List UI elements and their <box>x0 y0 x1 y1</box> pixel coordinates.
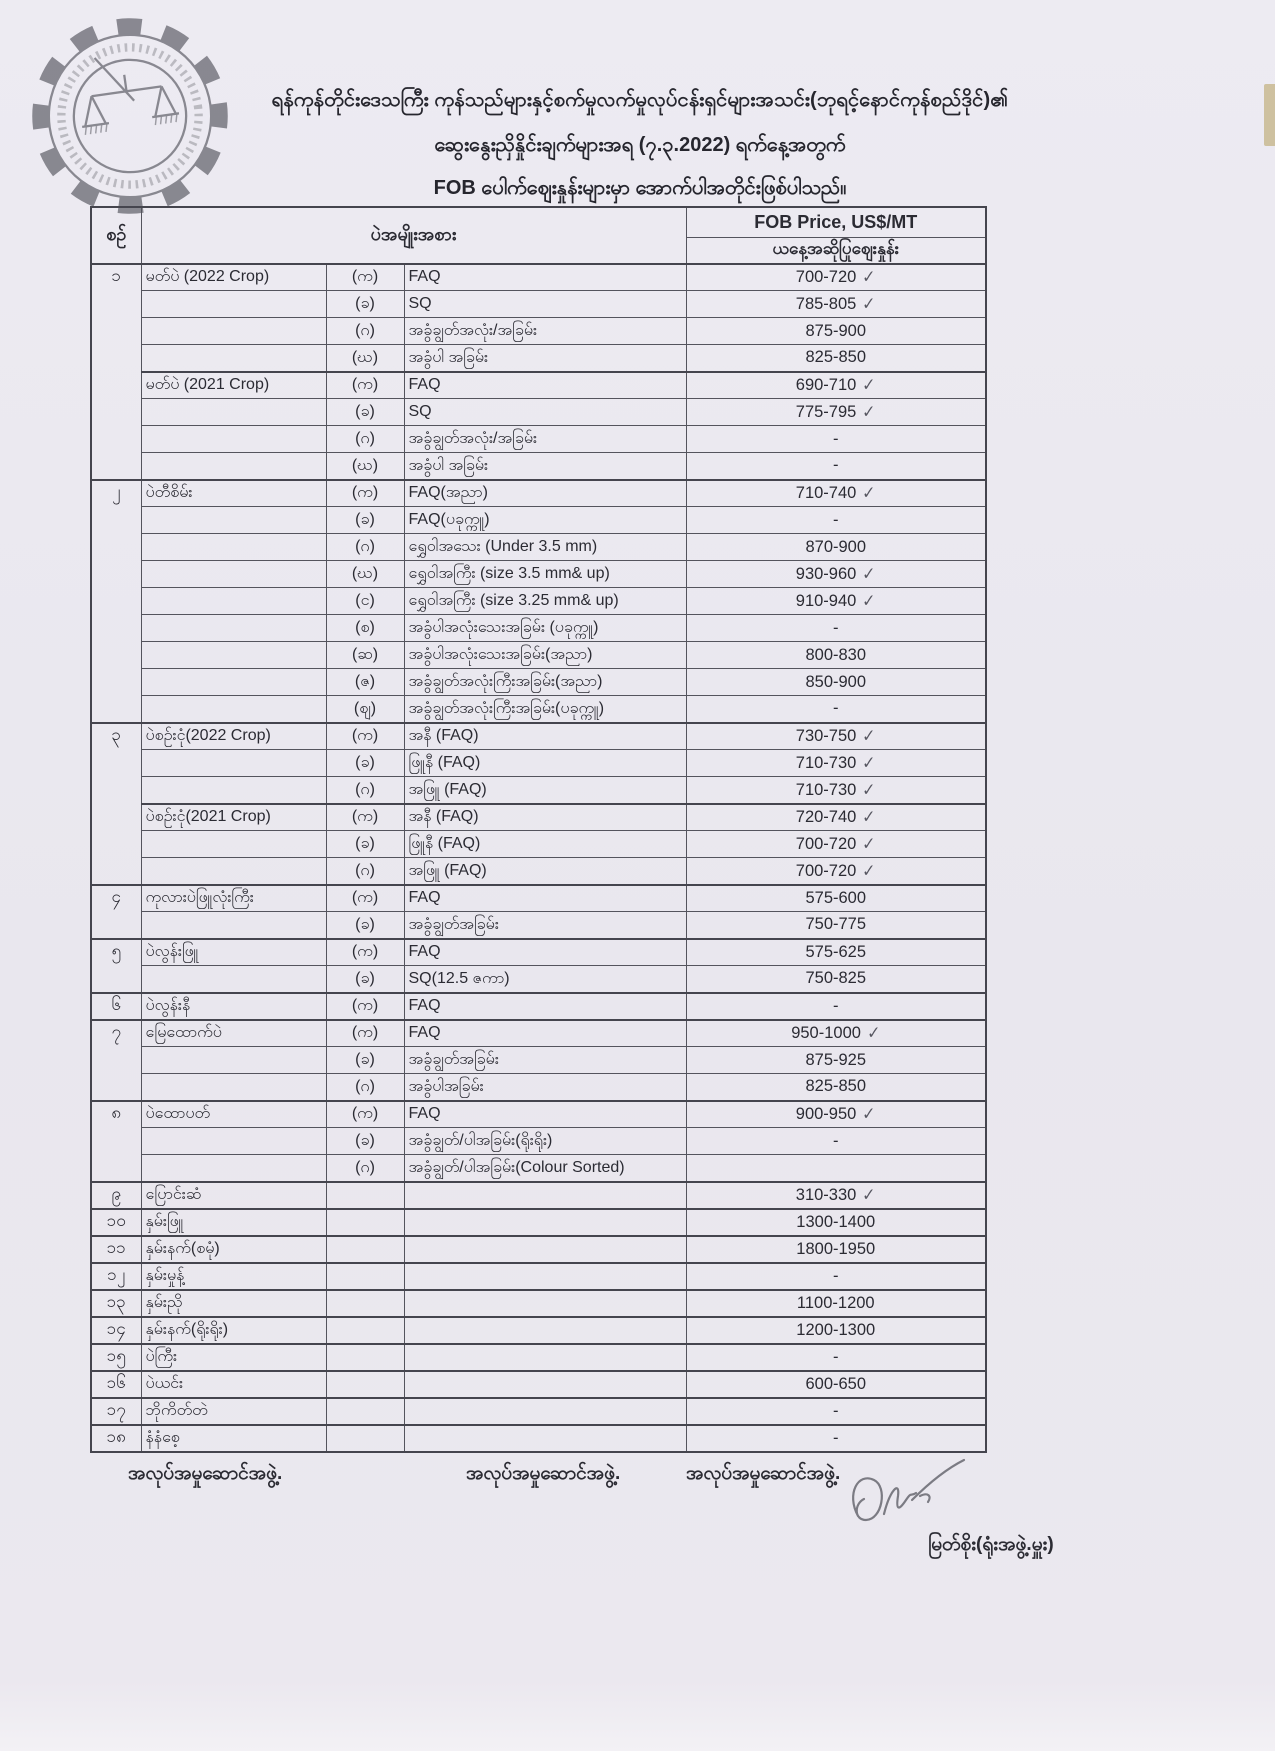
price-value: 850-900 <box>686 669 986 696</box>
item-letter <box>326 1371 404 1398</box>
bean-name <box>141 426 326 453</box>
table-row <box>91 831 986 858</box>
bean-name <box>141 831 326 858</box>
item-letter: (ခ) <box>326 966 404 993</box>
item-letter: (ဂ) <box>326 1155 404 1182</box>
row-number: ၁၁ <box>91 1236 141 1263</box>
bean-name: ပဲယင်း <box>141 1371 326 1398</box>
price-value: 910-940 ✓ <box>686 588 986 615</box>
item-letter <box>326 1263 404 1290</box>
table-row <box>91 1182 986 1209</box>
item-letter: (က) <box>326 480 404 507</box>
price-value: - <box>686 1398 986 1425</box>
table-row <box>91 858 986 885</box>
item-grade <box>404 1398 686 1425</box>
bean-name <box>141 642 326 669</box>
pencil-checkmark-icon: ✓ <box>862 1105 876 1125</box>
row-number: ၂ <box>91 480 141 723</box>
bean-name <box>141 1047 326 1074</box>
item-letter: (ဃ) <box>326 561 404 588</box>
row-number: ၉ <box>91 1182 141 1209</box>
pencil-checkmark-icon: ✓ <box>862 834 876 855</box>
table-row <box>91 345 986 372</box>
table-row <box>91 291 986 318</box>
item-grade: SQ(12.5 ဇကာ) <box>404 966 686 993</box>
item-grade: အဖြူ (FAQ) <box>404 777 686 804</box>
column-header-fob-price: FOB Price, US$/MT <box>686 207 986 237</box>
item-grade: အခွံပါအခြမ်း <box>404 1074 686 1101</box>
item-letter: (ခ) <box>326 750 404 777</box>
price-value: 875-900 <box>686 318 986 345</box>
item-grade: FAQ <box>404 885 686 912</box>
item-grade: အနီ (FAQ) <box>404 723 686 750</box>
row-number: ၃ <box>91 723 141 885</box>
row-number: ၁ <box>91 264 141 480</box>
item-letter <box>326 1317 404 1344</box>
bean-name: ပဲတီစိမ်း <box>141 480 326 507</box>
item-grade: အခွံချွတ်အခြမ်း <box>404 1047 686 1074</box>
item-letter <box>326 1209 404 1236</box>
column-header-bean-type: ပဲအမျိုးအစား <box>141 207 686 264</box>
bean-name <box>141 1074 326 1101</box>
bean-name: ပြောင်းဆံ <box>141 1182 326 1209</box>
bean-name: မတ်ပဲ (2021 Crop) <box>141 372 326 399</box>
item-letter <box>326 1425 404 1452</box>
price-value: 700-720 ✓ <box>686 264 986 291</box>
item-grade: အခွံချွတ်အလုံးကြီးအခြမ်း(အညာ) <box>404 669 686 696</box>
item-grade: အခွံပါ အခြမ်း <box>404 345 686 372</box>
price-value: 700-720 ✓ <box>686 831 986 858</box>
price-value: 1800-1950 <box>686 1236 986 1263</box>
bean-name: နှမ်းနက်(စမုံ) <box>141 1236 326 1263</box>
item-grade: ရွှေဝါအကြီး (size 3.25 mm& up) <box>404 588 686 615</box>
table-row <box>91 588 986 615</box>
pencil-checkmark-icon: ✓ <box>862 402 876 423</box>
table-row <box>91 615 986 642</box>
table-row <box>91 1236 986 1263</box>
item-letter: (က) <box>326 264 404 291</box>
pencil-checkmark-icon: ✓ <box>862 591 876 612</box>
table-row <box>91 1074 986 1101</box>
price-value: 870-900 <box>686 534 986 561</box>
table-row <box>91 1020 986 1047</box>
pencil-checkmark-icon: ✓ <box>866 1024 881 1044</box>
item-letter: (ဂ) <box>326 1074 404 1101</box>
bean-name <box>141 669 326 696</box>
item-letter: (ခ) <box>326 1128 404 1155</box>
item-grade: FAQ <box>404 993 686 1020</box>
table-row <box>91 426 986 453</box>
item-letter: (က) <box>326 885 404 912</box>
price-value: 730-750 ✓ <box>686 723 986 750</box>
price-value <box>686 1155 986 1182</box>
bean-name <box>141 1128 326 1155</box>
price-value: 310-330 ✓ <box>686 1182 986 1209</box>
row-number: ၁၄ <box>91 1317 141 1344</box>
price-value: 750-825 <box>686 966 986 993</box>
item-grade <box>404 1209 686 1236</box>
bean-name <box>141 777 326 804</box>
table-row <box>91 1209 986 1236</box>
row-number: ၁၃ <box>91 1290 141 1317</box>
bean-name: ကုလားပဲဖြူလုံးကြီး <box>141 885 326 912</box>
price-value: 785-805 ✓ <box>686 291 986 318</box>
item-grade: FAQ <box>404 939 686 966</box>
item-grade: ဖြူနီ (FAQ) <box>404 750 686 777</box>
table-row <box>91 1290 986 1317</box>
table-row <box>91 1398 986 1425</box>
header-line-fob-note: FOB ပေါက်ဈေးနှုန်းများမှာ အောက်ပါအတိုင်းဖြစ်ပါသည်။ <box>433 177 847 199</box>
pencil-checkmark-icon: ✓ <box>862 780 876 800</box>
table-row <box>91 1128 986 1155</box>
table-row <box>91 885 986 912</box>
price-value: 720-740 ✓ <box>686 804 986 831</box>
item-grade <box>404 1371 686 1398</box>
table-row <box>91 696 986 723</box>
bean-name <box>141 453 326 480</box>
bean-name <box>141 615 326 642</box>
table-row <box>91 264 986 291</box>
price-value: 575-625 <box>686 939 986 966</box>
row-number: ၇ <box>91 1020 141 1101</box>
item-grade: FAQ <box>404 1020 686 1047</box>
row-number: ၆ <box>91 993 141 1020</box>
document-header <box>105 86 1175 204</box>
executive-committee-label-1: အလုပ်အမှုဆောင်အဖွဲ့. <box>128 1463 283 1484</box>
item-letter: (ဃ) <box>326 453 404 480</box>
item-grade: FAQ(ပခုက္ကူ) <box>404 507 686 534</box>
item-grade <box>404 1425 686 1452</box>
item-letter: (ဇ) <box>326 669 404 696</box>
item-letter: (က) <box>326 372 404 399</box>
table-row <box>91 642 986 669</box>
price-value: - <box>686 507 986 534</box>
bean-name: ပဲထောပတ် <box>141 1101 326 1128</box>
item-letter <box>326 1236 404 1263</box>
item-grade: အခွံချွတ်အလုံး/အခြမ်း <box>404 318 686 345</box>
row-number: ၁၂ <box>91 1263 141 1290</box>
price-value: - <box>686 453 986 480</box>
item-grade <box>404 1236 686 1263</box>
executive-committee-label-3: အလုပ်အမှုဆောင်အဖွဲ့. <box>686 1463 841 1484</box>
price-value: 1300-1400 <box>686 1209 986 1236</box>
price-value: 1100-1200 <box>686 1290 986 1317</box>
item-grade: SQ <box>404 291 686 318</box>
pencil-checkmark-icon: ✓ <box>862 861 876 881</box>
table-row <box>91 1047 986 1074</box>
bean-name: ဘိုကိတ်တဲ <box>141 1398 326 1425</box>
bean-name: နှမ်းနက်(ရိုးရိုး) <box>141 1317 326 1344</box>
item-letter: (က) <box>326 1020 404 1047</box>
table-row <box>91 507 986 534</box>
pencil-checkmark-icon: ✓ <box>862 484 876 504</box>
bean-name: နှမ်းဖြူ <box>141 1209 326 1236</box>
price-value: 800-830 <box>686 642 986 669</box>
bean-name <box>141 345 326 372</box>
price-value: - <box>686 696 986 723</box>
row-number: ၁၈ <box>91 1425 141 1452</box>
table-row <box>91 939 986 966</box>
pencil-checkmark-icon: ✓ <box>862 727 876 747</box>
row-number: ၈ <box>91 1101 141 1182</box>
item-grade: FAQ <box>404 264 686 291</box>
bean-name <box>141 912 326 939</box>
row-number: ၅ <box>91 939 141 993</box>
column-header-todays-proposed-price: ယနေ့အဆိုပြုဈေးနှုန်း <box>686 237 986 264</box>
item-letter: (င) <box>326 588 404 615</box>
price-value: 825-850 <box>686 345 986 372</box>
pencil-checkmark-icon: ✓ <box>862 564 876 585</box>
bean-name <box>141 318 326 345</box>
header-line-date: ဆွေးနွေးညှိနှိုင်းချက်များအရ (၇.၃.2022) ရက်နေ့အတွက် <box>434 134 846 156</box>
bean-name <box>141 534 326 561</box>
header-line-association: ရန်ကုန်တိုင်းဒေသကြီး ကုန်သည်များနှင့်စက်မှုလက်မှုလုပ်ငန်းရှင်များအသင်း(ဘုရင့်နောင်ကုန်စည်ဒိုင်)၏ <box>271 89 1009 111</box>
bean-name <box>141 588 326 615</box>
item-grade: ရွှေဝါအသေး (Under 3.5 mm) <box>404 534 686 561</box>
bean-name: ပဲစဉ်းငုံ(2022 Crop) <box>141 723 326 750</box>
item-letter: (က) <box>326 804 404 831</box>
bean-name: ပဲလွန်းနီ <box>141 993 326 1020</box>
item-letter <box>326 1398 404 1425</box>
item-letter: (က) <box>326 723 404 750</box>
table-row <box>91 1155 986 1182</box>
bean-name: ပဲစဉ်းငုံ(2021 Crop) <box>141 804 326 831</box>
table-row <box>91 399 986 426</box>
row-number: ၁၇ <box>91 1398 141 1425</box>
pencil-checkmark-icon: ✓ <box>862 808 876 828</box>
price-value: 930-960 ✓ <box>686 561 986 588</box>
price-value: 825-850 <box>686 1074 986 1101</box>
item-letter: (ခ) <box>326 831 404 858</box>
table-row <box>91 750 986 777</box>
item-letter: (ဃ) <box>326 345 404 372</box>
bean-name <box>141 966 326 993</box>
item-letter: (ဂ) <box>326 426 404 453</box>
item-letter: (ဆ) <box>326 642 404 669</box>
table-header <box>91 207 986 264</box>
price-value: 710-730 ✓ <box>686 777 986 804</box>
table-row <box>91 1263 986 1290</box>
table-row <box>91 1371 986 1398</box>
bean-name <box>141 696 326 723</box>
pencil-checkmark-icon: ✓ <box>862 294 876 315</box>
bean-name: မြေထောက်ပဲ <box>141 1020 326 1047</box>
row-number: ၁၆ <box>91 1371 141 1398</box>
executive-committee-label-2: အလုပ်အမှုဆောင်အဖွဲ့. <box>466 1463 621 1484</box>
item-letter: (ခ) <box>326 399 404 426</box>
price-value: 600-650 <box>686 1371 986 1398</box>
table-row <box>91 480 986 507</box>
table-row <box>91 1101 986 1128</box>
price-value: 575-600 <box>686 885 986 912</box>
pencil-checkmark-icon: ✓ <box>862 376 876 396</box>
item-letter: (စ) <box>326 615 404 642</box>
table-row <box>91 912 986 939</box>
item-grade: FAQ <box>404 372 686 399</box>
pencil-checkmark-icon: ✓ <box>862 268 876 288</box>
item-grade <box>404 1317 686 1344</box>
table-row <box>91 318 986 345</box>
item-letter: (ဂ) <box>326 777 404 804</box>
table-row <box>91 723 986 750</box>
price-value: 710-730 ✓ <box>686 750 986 777</box>
scan-edge-artifact <box>1264 84 1275 146</box>
item-grade <box>404 1290 686 1317</box>
row-number: ၄ <box>91 885 141 939</box>
item-letter: (ဂ) <box>326 534 404 561</box>
bean-name <box>141 1155 326 1182</box>
item-letter <box>326 1290 404 1317</box>
item-grade: FAQ(အညာ) <box>404 480 686 507</box>
bean-name: နံနံစေ့ <box>141 1425 326 1452</box>
table-row <box>91 669 986 696</box>
item-grade: SQ <box>404 399 686 426</box>
item-letter: (ခ) <box>326 1047 404 1074</box>
item-grade: ရွှေဝါအကြီး (size 3.5 mm& up) <box>404 561 686 588</box>
table-row <box>91 804 986 831</box>
bean-name <box>141 291 326 318</box>
item-grade: ဖြူနီ (FAQ) <box>404 831 686 858</box>
column-header-no: စဉ် <box>91 207 141 264</box>
item-grade: အခွံချွတ်/ပါအခြမ်း(Colour Sorted) <box>404 1155 686 1182</box>
item-letter: (စျ) <box>326 696 404 723</box>
bean-name: ပဲကြီး <box>141 1344 326 1371</box>
table-row <box>91 777 986 804</box>
price-value: - <box>686 1128 986 1155</box>
item-grade <box>404 1263 686 1290</box>
item-grade: အခွံပါအလုံးသေးအခြမ်း(အညာ) <box>404 642 686 669</box>
item-grade <box>404 1344 686 1371</box>
item-letter: (ခ) <box>326 291 404 318</box>
item-letter <box>326 1182 404 1209</box>
price-value: 900-950 ✓ <box>686 1101 986 1128</box>
row-number: ၁၀ <box>91 1209 141 1236</box>
table-row <box>91 372 986 399</box>
item-letter: (ဂ) <box>326 858 404 885</box>
table-row <box>91 993 986 1020</box>
price-value: 690-710 ✓ <box>686 372 986 399</box>
price-value: - <box>686 426 986 453</box>
pencil-checkmark-icon: ✓ <box>862 753 876 774</box>
table-row <box>91 1425 986 1452</box>
price-value: - <box>686 1425 986 1452</box>
item-letter: (ခ) <box>326 507 404 534</box>
item-grade: အခွံချွတ်အလုံး/အခြမ်း <box>404 426 686 453</box>
item-grade <box>404 1182 686 1209</box>
bean-name <box>141 858 326 885</box>
bean-name <box>141 561 326 588</box>
bean-name <box>141 399 326 426</box>
fob-price-table <box>90 206 987 1453</box>
bean-name: မတ်ပဲ (2022 Crop) <box>141 264 326 291</box>
table-row <box>91 534 986 561</box>
price-value: - <box>686 615 986 642</box>
bean-name: နှမ်းမှုန့် <box>141 1263 326 1290</box>
item-grade: အခွံပါ အခြမ်း <box>404 453 686 480</box>
table-row <box>91 1317 986 1344</box>
price-value: 1200-1300 <box>686 1317 986 1344</box>
item-letter: (က) <box>326 993 404 1020</box>
row-number: ၁၅ <box>91 1344 141 1371</box>
bean-name: နှမ်းညို <box>141 1290 326 1317</box>
item-letter: (ဂ) <box>326 318 404 345</box>
price-value: - <box>686 1263 986 1290</box>
price-value: 875-925 <box>686 1047 986 1074</box>
table-body <box>91 264 986 1452</box>
item-grade: အခွံချွတ်အလုံးကြီးအခြမ်း(ပခုက္ကူ) <box>404 696 686 723</box>
item-letter: (က) <box>326 1101 404 1128</box>
signer-name: မြတ်စိုး(ရုံးအဖွဲ့.မှူး) <box>928 1534 1054 1555</box>
bean-name <box>141 750 326 777</box>
bean-name: ပဲလွန်းဖြူ <box>141 939 326 966</box>
table-row <box>91 966 986 993</box>
price-value: 700-720 ✓ <box>686 858 986 885</box>
table-row <box>91 1344 986 1371</box>
price-value: 775-795 ✓ <box>686 399 986 426</box>
price-value: 710-740 ✓ <box>686 480 986 507</box>
price-value: 950-1000 ✓ <box>686 1020 986 1047</box>
item-grade: အခွံချွတ်/ပါအခြမ်း(ရိုးရိုး) <box>404 1128 686 1155</box>
price-value: 750-775 <box>686 912 986 939</box>
table-row <box>91 453 986 480</box>
item-grade: အဖြူ (FAQ) <box>404 858 686 885</box>
item-grade: FAQ <box>404 1101 686 1128</box>
pencil-checkmark-icon: ✓ <box>862 1185 876 1206</box>
item-letter: (ခ) <box>326 912 404 939</box>
bean-name <box>141 507 326 534</box>
item-grade: အခွံချွတ်အခြမ်း <box>404 912 686 939</box>
table-row <box>91 561 986 588</box>
item-grade: အခွံပါအလုံးသေးအခြမ်း (ပခုက္ကူ) <box>404 615 686 642</box>
item-letter: (က) <box>326 939 404 966</box>
item-grade: အနီ (FAQ) <box>404 804 686 831</box>
price-value: - <box>686 993 986 1020</box>
item-letter <box>326 1344 404 1371</box>
price-value: - <box>686 1344 986 1371</box>
